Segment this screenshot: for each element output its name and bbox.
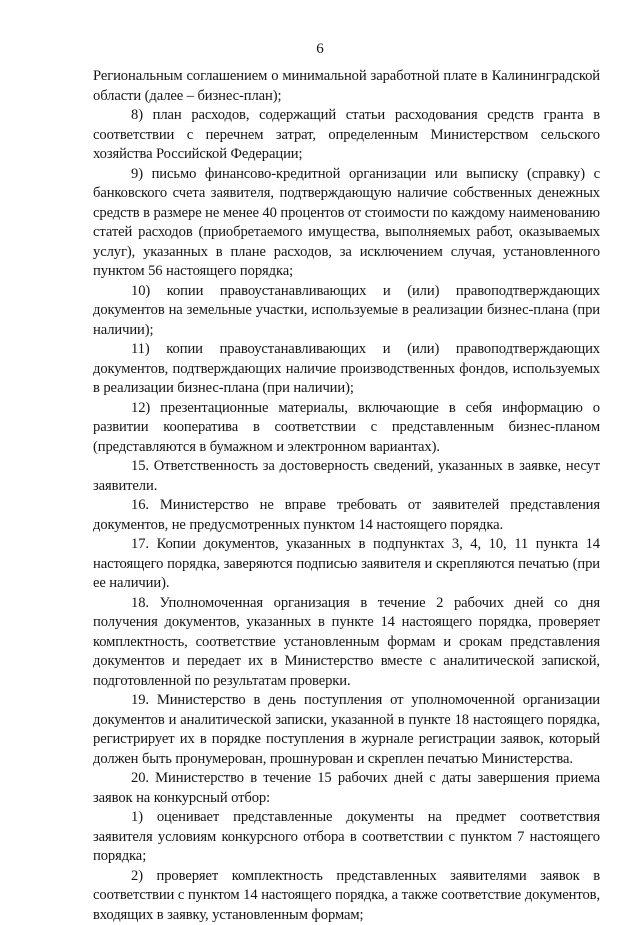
paragraph-item-11: 11) копии правоустанавливающих и (или) правоподтверждающих документов, подтверждающих наличие производственных фондов, используемых в реализации бизнес-плана (при наличии); — [93, 340, 600, 399]
paragraph-item-12: 12) презентационные материалы, включающие в себя информацию о развитии кооператива в соответствии с представленным бизнес-планом (представляются в бумажном и электронном вариантах). — [93, 399, 600, 458]
paragraph-item-10: 10) копии правоустанавливающих и (или) правоподтверждающих документов на земельные участки, используемые в реализации бизнес-плана (при наличии); — [93, 282, 600, 341]
paragraph-section-16: 16. Министерство не вправе требовать от заявителей представления документов, не предусмотренных пунктом 14 настоящего порядка. — [93, 496, 600, 535]
paragraph-continuation: Региональным соглашением о минимальной заработной плате в Калининградской области (далее – бизнес-план); — [93, 67, 600, 106]
paragraph-section-17: 17. Копии документов, указанных в подпунктах 3, 4, 10, 11 пункта 14 настоящего порядка, заверяются подписью заявителя и скрепляются печатью (при ее наличии). — [93, 535, 600, 594]
paragraph-subitem-1: 1) оценивает представленные документы на предмет соответствия заявителя условиям конкурсного отбора в соответствии с пунктом 7 настоящего порядка; — [93, 808, 600, 867]
paragraph-item-8: 8) план расходов, содержащий статьи расходования средств гранта в соответствии с перечнем затрат, определенным Министерством сельского хозяйства Российской Федерации; — [93, 106, 600, 165]
paragraph-section-19: 19. Министерство в день поступления от уполномоченной организации документов и аналитической записки, указанной в пункте 18 настоящего порядка, регистрирует их в порядке поступления в журнале регистрации заявок, который должен быть пронумерован, прошнурован и скреплен печатью Министерства. — [93, 691, 600, 769]
paragraph-section-20: 20. Министерство в течение 15 рабочих дней с даты завершения приема заявок на конкурсный отбор: — [93, 769, 600, 808]
paragraph-section-18: 18. Уполномоченная организация в течение 2 рабочих дней со дня получения документов, указанных в пункте 14 настоящего порядка, проверяет комплектность, соответствие установленным формам и срокам представления документов и передает их в Министерство вместе с аналитической запиской, подготовленной по результатам проверки. — [93, 594, 600, 692]
paragraph-subitem-2: 2) проверяет комплектность представленных заявителями заявок в соответствии с пунктом 14 настоящего порядка, а также соответствие документов, входящих в заявку, установленным формам; — [93, 867, 600, 925]
paragraph-section-15: 15. Ответственность за достоверность сведений, указанных в заявке, несут заявители. — [93, 457, 600, 496]
page-number: 6 — [0, 40, 640, 58]
document-body — [93, 67, 600, 925]
paragraph-item-9: 9) письмо финансово-кредитной организации или выписку (справку) с банковского счета заявителя, подтверждающую наличие собственных денежных средств в размере не менее 40 процентов от стоимости по каждому наименованию статей расходов (приобретаемого имущества, выполняемых работ, оказываемых услуг), указанных в плане расходов, за исключением случая, установленного пунктом 56 настоящего порядка; — [93, 165, 600, 282]
